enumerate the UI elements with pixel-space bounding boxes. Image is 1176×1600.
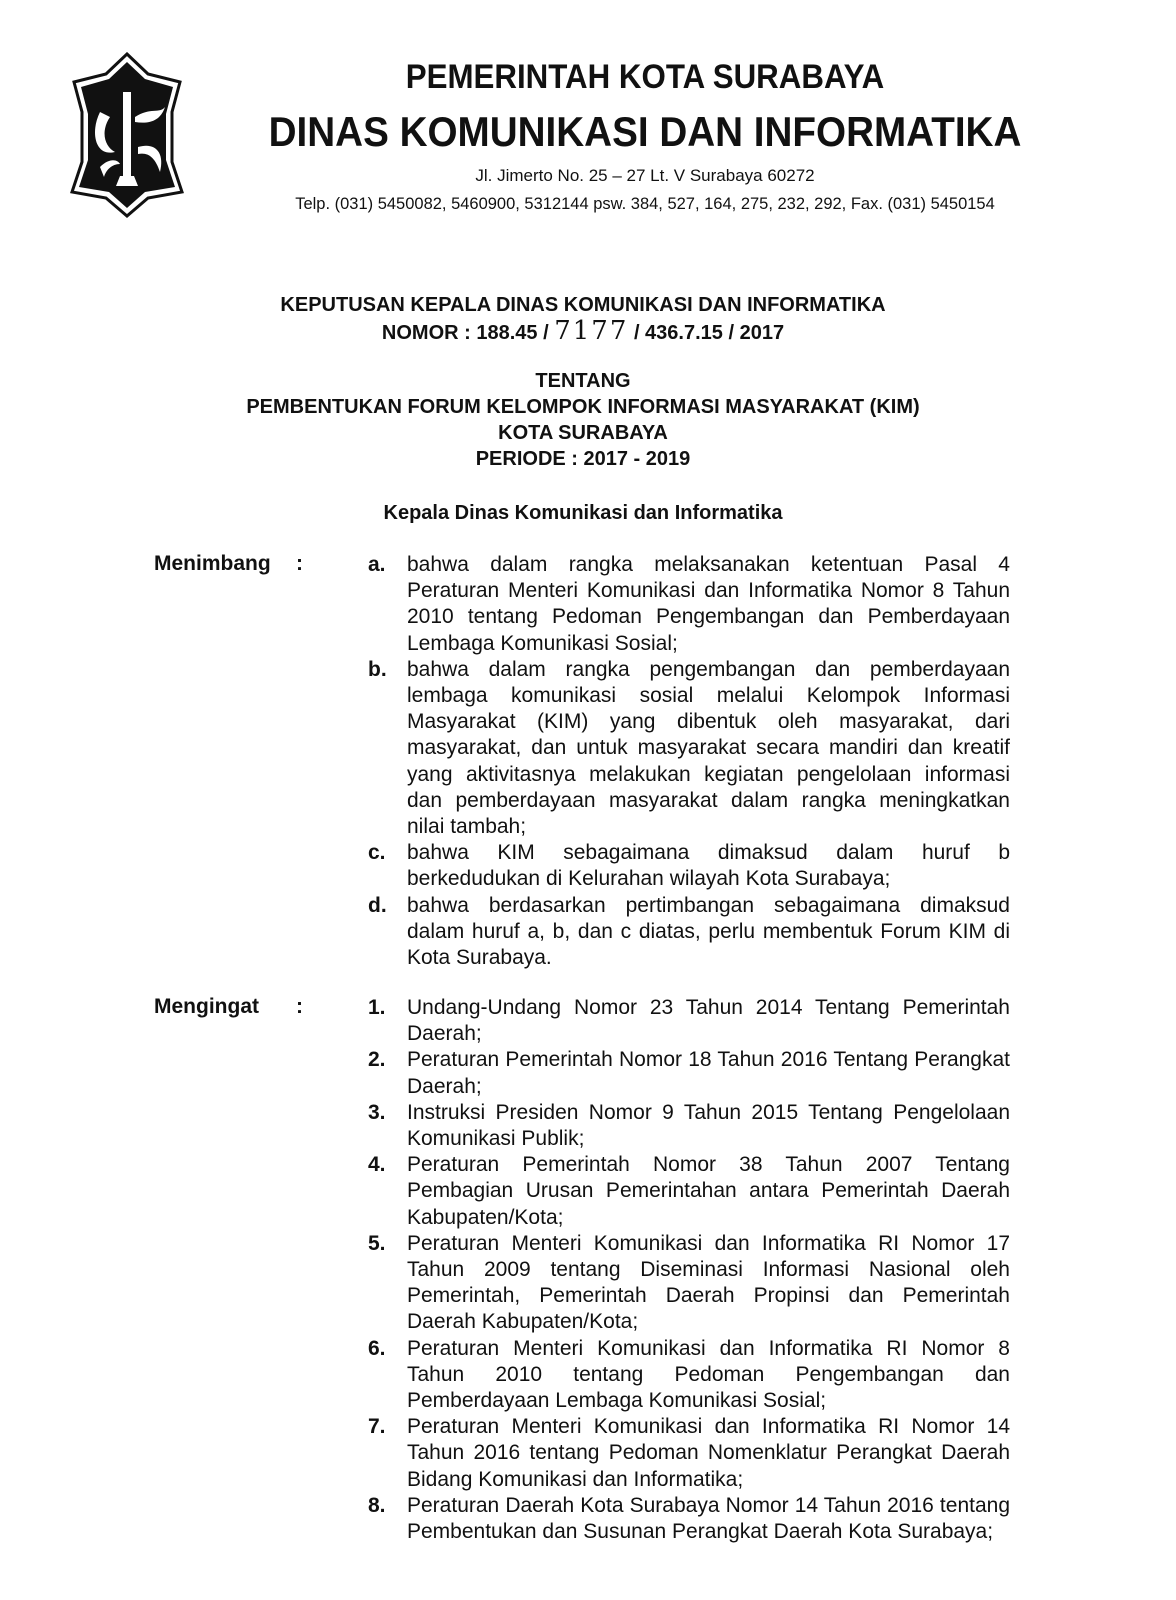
letterhead-government: PEMERINTAH KOTA SURABAYA <box>405 58 885 96</box>
mengingat-item <box>368 1152 1010 1231</box>
item-text: Peraturan Pemerintah Nomor 18 Tahun 2016 Tentang Perangkat Daerah; <box>407 1048 1010 1098</box>
decree-heading <box>160 292 1006 346</box>
item-text: bahwa dalam rangka melaksanakan ketentuan Pasal 4 Peraturan Menteri Komunikasi dan Informatika Nomor 8 Tahun 2010 tentang Pedoman Pengembangan dan Pemberdayaan Lembaga Komunikasi Sosial; <box>407 553 1010 655</box>
menimbang-section: Menimbang : a. bahwa dalam rangka melaksanakan ketentuan Pasal 4 Peraturan Menteri Komunikasi dan Informatika Nomor 8 Tahun 2010 tentang Pedoman Pengembangan dan Pemberdayaan Lembaga Komunikasi Sosial; b. bahwa dalam rangka pengembangan dan pemberdayaan lembaga komunikasi sosial melalui Kelompok Informasi Masyarakat (KIM) yang dibentuk oleh masyarakat, dari masyarakat, dan untuk masyarakat secara mandiri dan kreatif yang aktivitasnya melakukan kegiatan pengelolaan informasi dan pemberdayaan masyarakat dalam rangka meningkatkan nilai tambah; c. bahwa KIM sebagaimana dimaksud dalam huruf b berkedudukan di Kelurahan wilayah Kota Surabaya; d. bahwa berdasarkan pertimbangan sebagaimana dimaksud dalam huruf a, b, dan c diatas, perlu membentuk Forum KIM di Kota Surabaya. <box>150 552 1010 971</box>
item-marker: 8. <box>368 1493 386 1517</box>
decree-city: KOTA SURABAYA <box>498 422 668 444</box>
item-marker: 4. <box>368 1153 386 1177</box>
mengingat-section: Mengingat : 1. Undang-Undang Nomor 23 Tahun 2014 Tentang Pemerintah Daerah; 2. Peraturan Pemerintah Nomor 18 Tahun 2016 Tentang Perangkat Daerah; 3. Instruksi Presiden Nomor 9 Tahun 2015 Tentang Pengelolaan Komunikasi Publik; 4. Peraturan Pemerintah Nomor 38 Tahun 2007 Tentang Pembagian Urusan Pemerintahan antara Pemerintah Daerah Kabupaten/Kota; 5. Peraturan Menteri Komunikasi dan Informatika RI Nomor 17 Tahun 2009 tentang Diseminasi Informasi Nasional oleh Pemerintah, Pemerintah Daerah Propinsi dan Pemerintah Daerah Kabupaten/Kota; 6. Peraturan Menteri Komunikasi dan Informatika RI Nomor 8 Tahun 2010 tentang Pedoman Pengembangan dan Pemberdayaan Lembaga Komunikasi Sosial; 7. Peraturan Menteri Komunikasi dan Informatika RI Nomor 14 Tahun 2016 tentang Pedoman Nomenklatur Perangkat Daerah Bidang Komunikasi dan Informatika; 8. Peraturan Daerah Kota Surabaya Nomor 14 Tahun 2016 tentang Pembentukan dan Susunan Perangkat Daerah Kota Surabaya; <box>150 995 1010 1545</box>
mengingat-item <box>368 1231 1010 1336</box>
mengingat-item <box>368 1336 1010 1415</box>
mengingat-item <box>368 1047 1010 1099</box>
item-text: Peraturan Menteri Komunikasi dan Informatika RI Nomor 17 Tahun 2009 tentang Diseminasi Informasi Nasional oleh Pemerintah, Pemerintah Daerah Propinsi dan Pemerintah Daerah Kabupaten/Kota; <box>407 1231 1010 1334</box>
item-marker: 7. <box>368 1415 386 1439</box>
item-marker: a. <box>368 553 386 576</box>
mengingat-item <box>368 995 1010 1047</box>
mengingat-item <box>368 1493 1010 1545</box>
item-marker: 3. <box>368 1100 386 1124</box>
item-marker: 1. <box>368 996 386 1019</box>
item-marker: b. <box>368 657 387 681</box>
decree-title: KEPUTUSAN KEPALA DINAS KOMUNIKASI DAN INFORMATIKA <box>280 294 886 316</box>
letterhead-address: Jl. Jimerto No. 25 – 27 Lt. V Surabaya 60272 <box>475 166 815 185</box>
item-text: Instruksi Presiden Nomor 9 Tahun 2015 Tentang Pengelolaan Komunikasi Publik; <box>407 1100 1010 1151</box>
item-marker: 6. <box>368 1336 386 1360</box>
item-text: Undang-Undang Nomor 23 Tahun 2014 Tentang Pemerintah Daerah; <box>407 996 1010 1046</box>
item-text: bahwa berdasarkan pertimbangan sebagaimana dimaksud dalam huruf a, b, dan c diatas, perlu membentuk Forum KIM di Kota Surabaya. <box>407 893 1010 970</box>
item-marker: 5. <box>368 1231 386 1255</box>
letterhead-agency: DINAS KOMUNIKASI DAN INFORMATIKA <box>268 108 1022 155</box>
item-text: Peraturan Menteri Komunikasi dan Informatika RI Nomor 8 Tahun 2010 tentang Pedoman Pengembangan dan Pemberdayaan Lembaga Komunikasi Sosial; <box>407 1336 1010 1413</box>
letterhead-phone: Telp. (031) 5450082, 5460900, 5312144 psw. 384, 527, 164, 275, 232, 292, Fax. (031) 5450154 <box>295 194 995 213</box>
section-label: Menimbang <box>154 552 271 575</box>
item-text: bahwa dalam rangka pengembangan dan pemberdayaan lembaga komunikasi sosial melalui Kelompok Informasi Masyarakat (KIM) yang dibentuk oleh masyarakat, dari masyarakat, dan untuk masyarakat secara mandiri dan kreatif yang aktivitasnya melakukan kegiatan pengelolaan informasi dan pemberdayaan masyarakat dalam rangka meningkatkan nilai tambah; <box>407 657 1010 839</box>
menimbang-item <box>368 893 1010 972</box>
item-text: Peraturan Daerah Kota Surabaya Nomor 14 Tahun 2016 tentang Pembentukan dan Susunan Perangkat Daerah Kota Surabaya; <box>407 1493 1010 1544</box>
menimbang-item <box>368 657 1010 840</box>
item-text: bahwa KIM sebagaimana dimaksud dalam huruf b berkedudukan di Kelurahan wilayah Kota Surabaya; <box>407 841 1010 891</box>
decree-subject-block: TENTANG PEMBENTUKAN FORUM KELOMPOK INFORMASI MASYARAKAT (KIM) KOTA SURABAYA PERIODE : 2017 - 2019 <box>160 368 1006 472</box>
decree-number: NOMOR : 188.45 / 7177 / 436.7.15 / 2017 <box>381 316 785 346</box>
item-text: Peraturan Pemerintah Nomor 38 Tahun 2007 Tentang Pembagian Urusan Pemerintahan antara Pemerintah Daerah Kabupaten/Kota; <box>407 1153 1010 1229</box>
decree-period: PERIODE : 2017 - 2019 <box>475 448 691 470</box>
mengingat-item <box>368 1100 1010 1152</box>
section-label: Mengingat <box>154 995 259 1018</box>
decree-subject: PEMBENTUKAN FORUM KELOMPOK INFORMASI MASYARAKAT (KIM) <box>246 396 920 418</box>
item-marker: 2. <box>368 1048 386 1072</box>
item-marker: d. <box>368 893 387 917</box>
menimbang-item <box>368 840 1010 892</box>
item-marker: c. <box>368 841 386 865</box>
surabaya-city-emblem-icon <box>60 52 194 218</box>
menimbang-item <box>368 552 1010 657</box>
mengingat-item <box>368 1414 1010 1493</box>
item-text: Peraturan Menteri Komunikasi dan Informatika RI Nomor 14 Tahun 2016 tentang Pedoman Nomenklatur Perangkat Daerah Bidang Komunikasi dan Informatika; <box>407 1415 1010 1491</box>
handwritten-number: 7177 <box>554 316 629 346</box>
decree-issuer: Kepala Dinas Komunikasi dan Informatika <box>383 502 783 524</box>
